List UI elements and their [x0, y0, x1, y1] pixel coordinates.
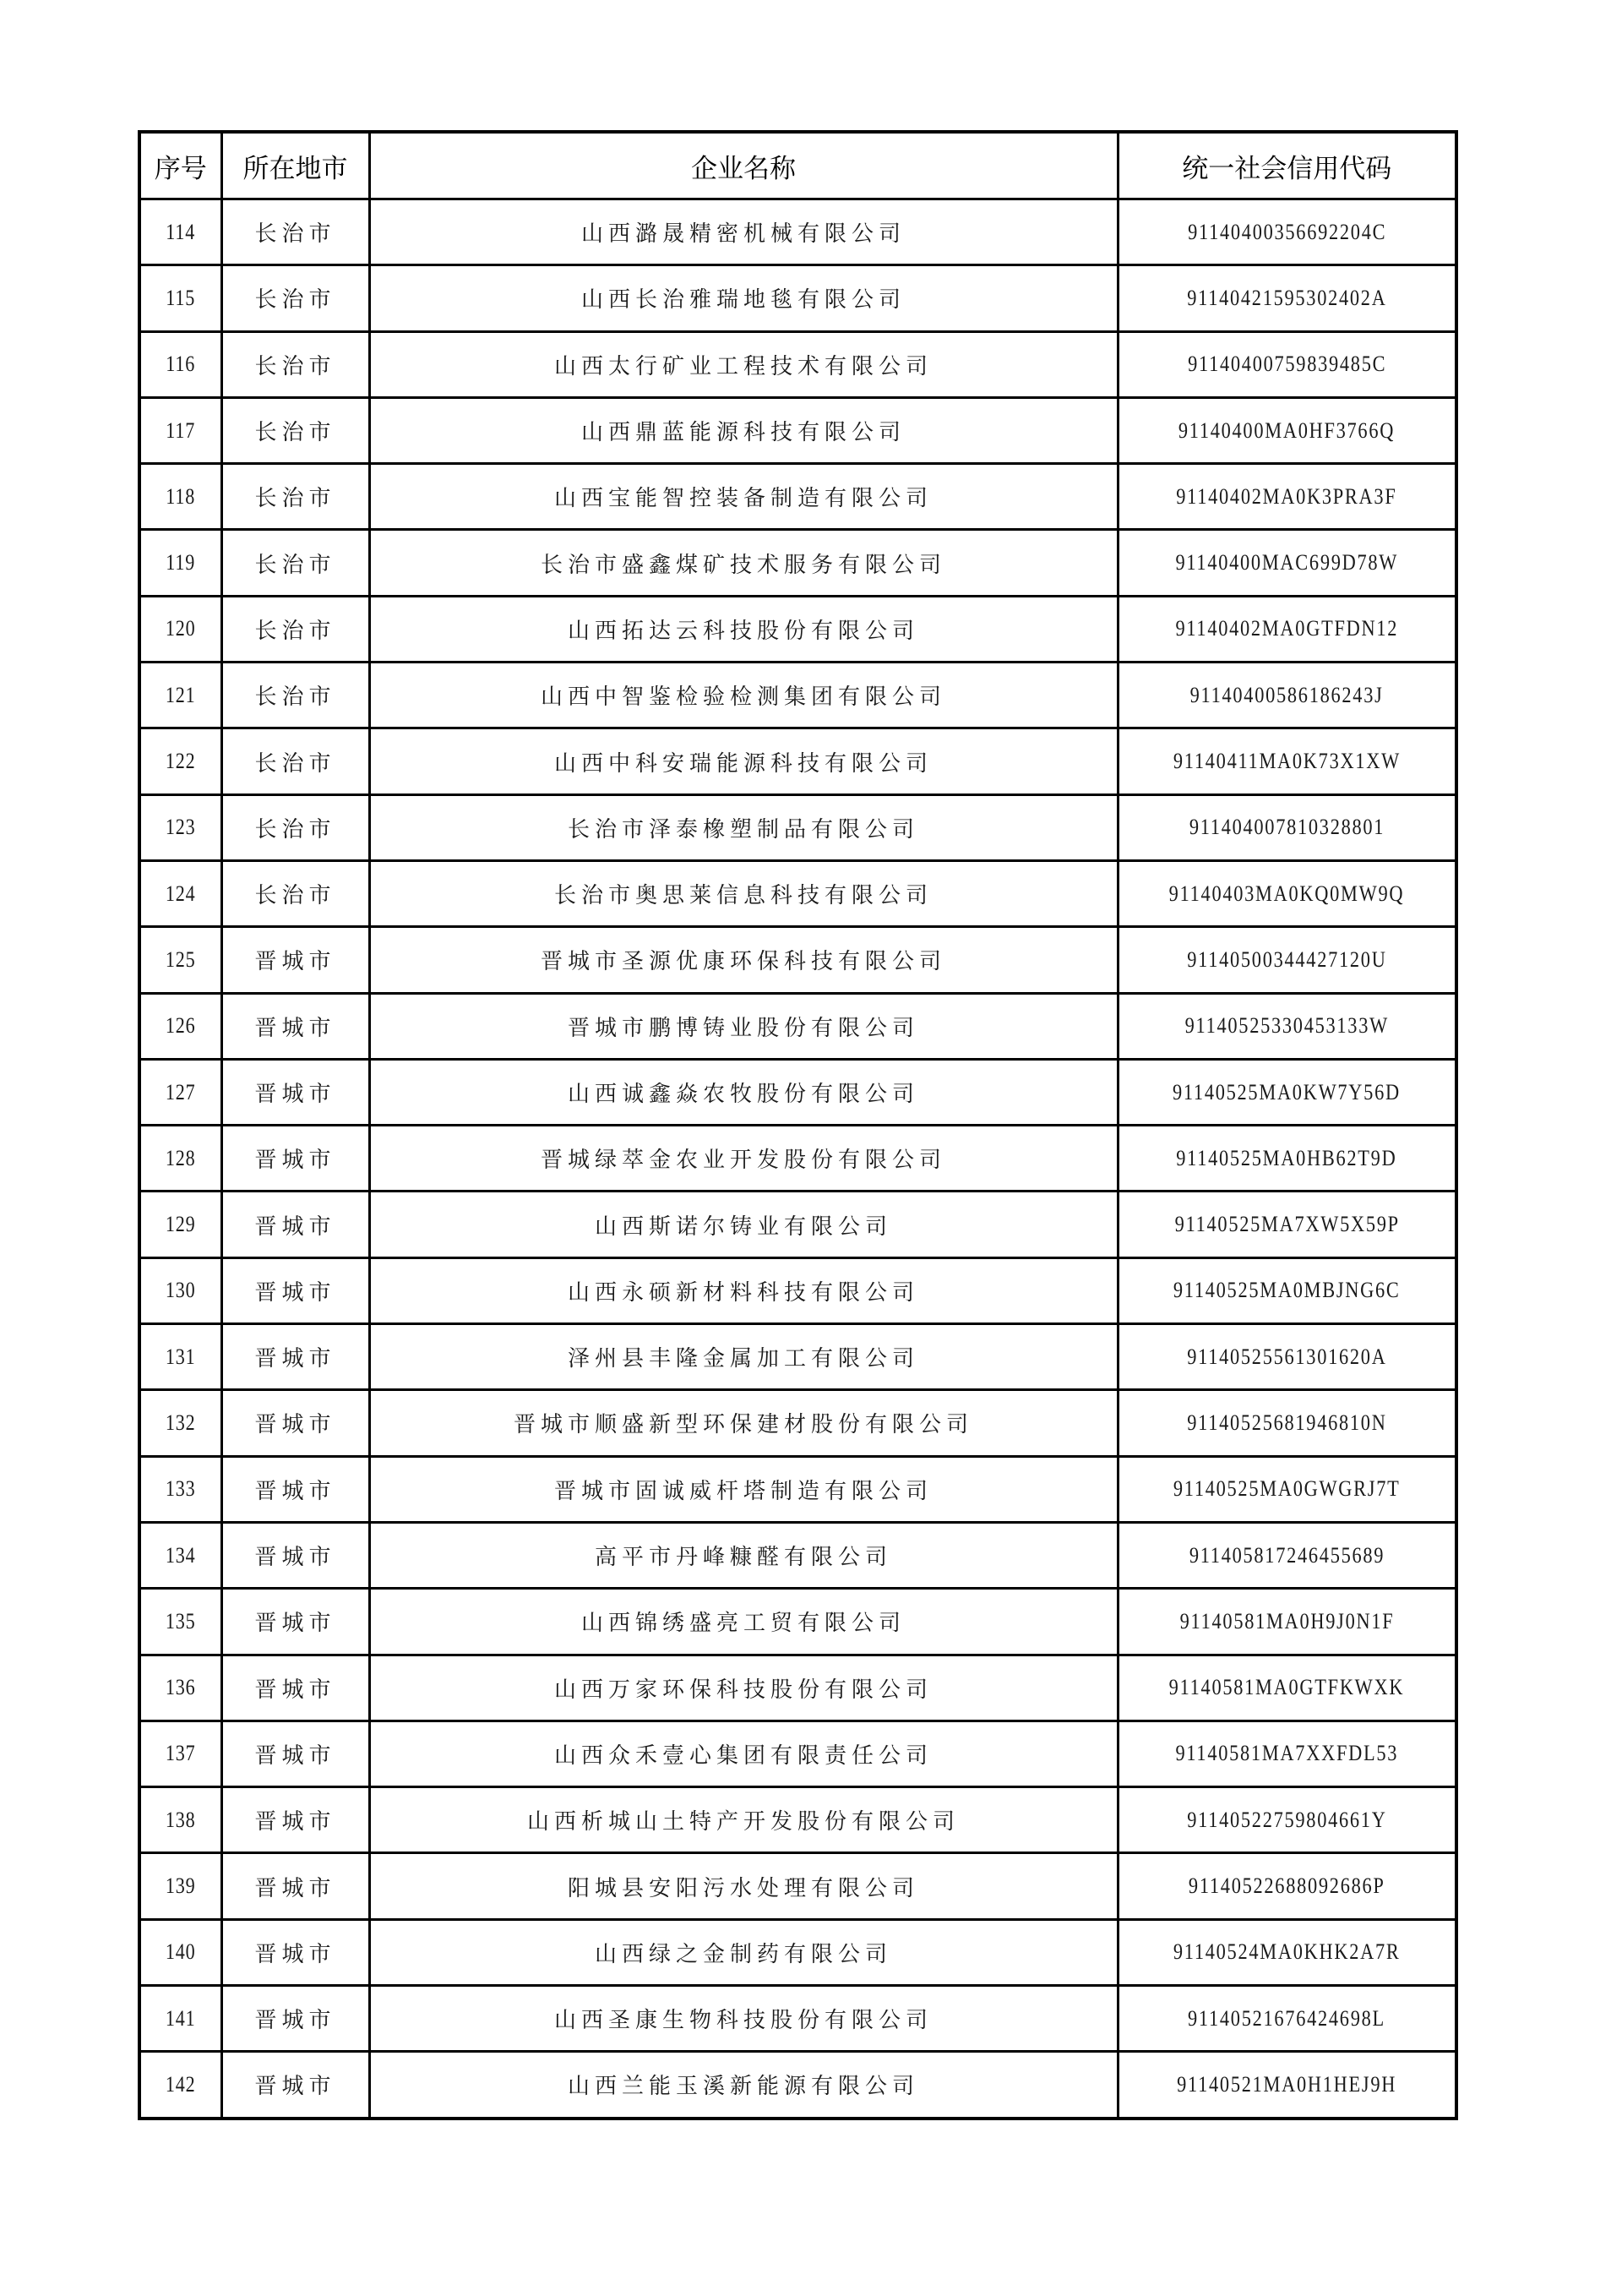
cell-city: 晋城市: [221, 1456, 369, 1522]
cell-company-name: 山西众禾壹心集团有限责任公司: [369, 1721, 1118, 1786]
cell-seq: 135: [145, 1589, 215, 1655]
table-row: [139, 1787, 1456, 1853]
credit-code-text: 91140500344427120U: [1187, 946, 1387, 972]
cell-city: 长治市: [221, 728, 369, 794]
credit-code-text: 91140525MA0HB62T9D: [1176, 1145, 1397, 1170]
cell-seq: 141: [145, 1986, 215, 2052]
cell-company-name: 晋城市鹏博铸业股份有限公司: [369, 993, 1118, 1059]
cell-seq: 121: [145, 663, 215, 728]
cell-seq: 123: [145, 794, 215, 860]
cell-company-name: 山西拓达云科技股份有限公司: [369, 596, 1118, 662]
cell-credit-code: [1118, 728, 1456, 794]
cell-seq: 132: [145, 1390, 215, 1456]
cell-company-name: 山西圣康生物科技股份有限公司: [369, 1986, 1118, 2052]
cell-company-name: 山西万家环保科技股份有限公司: [369, 1655, 1118, 1721]
cell-city: 长治市: [221, 794, 369, 860]
cell-city: 长治市: [221, 860, 369, 926]
cell-seq: 131: [145, 1324, 215, 1390]
cell-seq: 119: [145, 530, 215, 596]
cell-company-name: 山西斯诺尔铸业有限公司: [369, 1192, 1118, 1257]
table-row: [139, 993, 1456, 1059]
cell-company-name: 泽州县丰隆金属加工有限公司: [369, 1324, 1118, 1390]
table-header: [139, 132, 1456, 199]
credit-code-text: 91140400MA0HF3766Q: [1178, 417, 1396, 443]
table-row: [139, 397, 1456, 463]
table-row: [139, 530, 1456, 596]
credit-code-text: 91140411MA0K73X1XW: [1173, 749, 1401, 774]
cell-city: 长治市: [221, 397, 369, 463]
cell-credit-code: [1118, 663, 1456, 728]
cell-company-name: 山西永硕新材料科技有限公司: [369, 1257, 1118, 1323]
cell-seq: 133: [145, 1456, 215, 1522]
cell-city: 晋城市: [221, 1986, 369, 2052]
cell-city: 长治市: [221, 464, 369, 530]
credit-code-text: 91140521676424698L: [1188, 2005, 1386, 2031]
credit-code-text: 91140524MA0KHK2A7R: [1173, 1939, 1401, 1965]
cell-credit-code: [1118, 265, 1456, 331]
cell-city: 晋城市: [221, 1059, 369, 1125]
cell-seq: 138: [145, 1787, 215, 1853]
cell-city: 晋城市: [221, 1655, 369, 1721]
cell-city: 晋城市: [221, 927, 369, 993]
cell-credit-code: [1118, 2052, 1456, 2119]
enterprise-list-table: [138, 130, 1458, 2120]
credit-code-text: 91140525MA0KW7Y56D: [1173, 1079, 1402, 1104]
cell-city: 晋城市: [221, 1390, 369, 1456]
cell-city: 晋城市: [221, 1126, 369, 1192]
cell-seq: 122: [145, 728, 215, 794]
cell-company-name: 山西潞晟精密机械有限公司: [369, 199, 1118, 265]
cell-company-name: 山西太行矿业工程技术有限公司: [369, 331, 1118, 397]
cell-company-name: 山西宝能智控装备制造有限公司: [369, 464, 1118, 530]
credit-code-text: 91140525MA0GWGRJ7T: [1173, 1476, 1401, 1502]
table-row: [139, 1126, 1456, 1192]
cell-seq: 128: [145, 1126, 215, 1192]
cell-city: 晋城市: [221, 1919, 369, 1985]
credit-code-text: 91140522688092686P: [1188, 1873, 1385, 1899]
cell-credit-code: [1118, 1986, 1456, 2052]
cell-city: 晋城市: [221, 1324, 369, 1390]
credit-code-text: 91140421595302402A: [1187, 285, 1387, 310]
cell-credit-code: [1118, 331, 1456, 397]
table-row: [139, 1919, 1456, 1985]
cell-city: 晋城市: [221, 1522, 369, 1588]
credit-code-text: 911404007810328801: [1189, 815, 1385, 840]
cell-seq: 127: [145, 1059, 215, 1125]
cell-company-name: 山西中科安瑞能源科技有限公司: [369, 728, 1118, 794]
cell-company-name: 山西中智鉴检验检测集团有限公司: [369, 663, 1118, 728]
cell-company-name: 长治市奥思莱信息科技有限公司: [369, 860, 1118, 926]
table-row: [139, 2052, 1456, 2119]
cell-city: 晋城市: [221, 1787, 369, 1853]
cell-credit-code: [1118, 927, 1456, 993]
cell-credit-code: [1118, 1919, 1456, 1985]
credit-code-text: 91140525330453133W: [1184, 1013, 1389, 1039]
credit-code-text: 91140402MA0GTFDN12: [1175, 616, 1399, 641]
credit-code-text: 91140581MA0H9J0N1F: [1179, 1608, 1395, 1633]
cell-company-name: 长治市泽泰橡塑制品有限公司: [369, 794, 1118, 860]
cell-city: 晋城市: [221, 1589, 369, 1655]
credit-code-text: 91140400MAC699D78W: [1175, 550, 1399, 575]
cell-company-name: 山西析城山土特产开发股份有限公司: [369, 1787, 1118, 1853]
credit-code-text: 91140402MA0K3PRA3F: [1176, 483, 1397, 509]
table-row: [139, 1986, 1456, 2052]
cell-company-name: 山西绿之金制药有限公司: [369, 1919, 1118, 1985]
cell-credit-code: [1118, 530, 1456, 596]
table-row: [139, 1853, 1456, 1919]
cell-seq: 117: [145, 397, 215, 463]
header-code: 统一社会信用代码: [1118, 132, 1456, 199]
credit-code-text: 91140521MA0H1HEJ9H: [1177, 2071, 1397, 2097]
table-row: [139, 1390, 1456, 1456]
cell-city: 长治市: [221, 596, 369, 662]
table-row: [139, 1589, 1456, 1655]
cell-seq: 120: [145, 596, 215, 662]
cell-credit-code: [1118, 397, 1456, 463]
cell-credit-code: [1118, 860, 1456, 926]
cell-credit-code: [1118, 1390, 1456, 1456]
cell-credit-code: [1118, 1192, 1456, 1257]
cell-credit-code: [1118, 1324, 1456, 1390]
cell-credit-code: [1118, 1853, 1456, 1919]
header-city: 所在地市: [221, 132, 369, 199]
cell-seq: 134: [145, 1522, 215, 1588]
cell-credit-code: [1118, 1589, 1456, 1655]
cell-credit-code: [1118, 1059, 1456, 1125]
table-row: [139, 927, 1456, 993]
cell-seq: 124: [145, 860, 215, 926]
credit-code-text: 91140525681946810N: [1187, 1410, 1387, 1435]
cell-credit-code: [1118, 1126, 1456, 1192]
credit-code-text: 91140400586186243J: [1189, 682, 1384, 707]
cell-credit-code: [1118, 596, 1456, 662]
cell-seq: 125: [145, 927, 215, 993]
table-row: [139, 1257, 1456, 1323]
cell-city: 长治市: [221, 199, 369, 265]
header-name: 企业名称: [369, 132, 1118, 199]
cell-company-name: 晋城市固诚威杆塔制造有限公司: [369, 1456, 1118, 1522]
table-row: [139, 663, 1456, 728]
cell-company-name: 山西诚鑫焱农牧股份有限公司: [369, 1059, 1118, 1125]
cell-company-name: 晋城市顺盛新型环保建材股份有限公司: [369, 1390, 1118, 1456]
cell-seq: 116: [145, 331, 215, 397]
cell-credit-code: [1118, 794, 1456, 860]
cell-credit-code: [1118, 1522, 1456, 1588]
cell-company-name: 山西兰能玉溪新能源有限公司: [369, 2052, 1118, 2119]
cell-seq: 118: [145, 464, 215, 530]
cell-seq: 142: [145, 2052, 215, 2119]
cell-company-name: 高平市丹峰糠醛有限公司: [369, 1522, 1118, 1588]
table-row: [139, 1059, 1456, 1125]
credit-code-text: 91140522759804661Y: [1187, 1807, 1387, 1832]
cell-city: 长治市: [221, 663, 369, 728]
cell-seq: 140: [145, 1919, 215, 1985]
cell-company-name: 阳城县安阳污水处理有限公司: [369, 1853, 1118, 1919]
cell-seq: 126: [145, 993, 215, 1059]
cell-city: 长治市: [221, 530, 369, 596]
cell-credit-code: [1118, 1456, 1456, 1522]
table-row: [139, 1655, 1456, 1721]
cell-company-name: 山西长治雅瑞地毯有限公司: [369, 265, 1118, 331]
table-row: [139, 464, 1456, 530]
cell-credit-code: [1118, 464, 1456, 530]
cell-seq: 136: [145, 1655, 215, 1721]
cell-company-name: 长治市盛鑫煤矿技术服务有限公司: [369, 530, 1118, 596]
cell-city: 晋城市: [221, 1721, 369, 1786]
credit-code-text: 91140525MA7XW5X59P: [1174, 1212, 1400, 1237]
credit-code-text: 91140403MA0KQ0MW9Q: [1168, 881, 1405, 906]
cell-seq: 129: [145, 1192, 215, 1257]
cell-company-name: 晋城市圣源优康环保科技有限公司: [369, 927, 1118, 993]
table-row: [139, 1721, 1456, 1786]
table-row: [139, 1522, 1456, 1588]
credit-code-text: 91140581MA0GTFKWXK: [1168, 1675, 1405, 1700]
table-row: [139, 1456, 1456, 1522]
credit-code-text: 911405817246455689: [1189, 1542, 1385, 1568]
table-row: [139, 265, 1456, 331]
cell-seq: 130: [145, 1257, 215, 1323]
credit-code-text: 91140581MA7XXFDL53: [1175, 1741, 1399, 1766]
credit-code-text: 91140525MA0MBJNG6C: [1173, 1278, 1401, 1303]
cell-credit-code: [1118, 1655, 1456, 1721]
cell-seq: 139: [145, 1853, 215, 1919]
header-seq: 序号: [139, 132, 221, 199]
cell-city: 晋城市: [221, 1192, 369, 1257]
table-row: [139, 728, 1456, 794]
cell-credit-code: [1118, 1787, 1456, 1853]
cell-city: 晋城市: [221, 1257, 369, 1323]
table-row: [139, 331, 1456, 397]
cell-credit-code: [1118, 1721, 1456, 1786]
table-row: [139, 860, 1456, 926]
cell-company-name: 山西鼎蓝能源科技有限公司: [369, 397, 1118, 463]
table-body: [139, 199, 1456, 2119]
table-row: [139, 794, 1456, 860]
cell-city: 晋城市: [221, 993, 369, 1059]
cell-city: 晋城市: [221, 1853, 369, 1919]
cell-company-name: 山西锦绣盛亮工贸有限公司: [369, 1589, 1118, 1655]
header-row: [139, 132, 1456, 199]
table-row: [139, 596, 1456, 662]
cell-seq: 137: [145, 1721, 215, 1786]
table-row: [139, 1324, 1456, 1390]
cell-credit-code: [1118, 993, 1456, 1059]
cell-city: 长治市: [221, 331, 369, 397]
cell-city: 晋城市: [221, 2052, 369, 2119]
cell-seq: 114: [145, 199, 215, 265]
credit-code-text: 91140400356692204C: [1187, 219, 1386, 244]
table-row: [139, 199, 1456, 265]
credit-code-text: 91140400759839485C: [1187, 352, 1386, 377]
cell-seq: 115: [145, 265, 215, 331]
cell-city: 长治市: [221, 265, 369, 331]
table-row: [139, 1192, 1456, 1257]
cell-credit-code: [1118, 1257, 1456, 1323]
cell-company-name: 晋城绿萃金农业开发股份有限公司: [369, 1126, 1118, 1192]
credit-code-text: 91140525561301620A: [1187, 1344, 1387, 1369]
cell-credit-code: [1118, 199, 1456, 265]
